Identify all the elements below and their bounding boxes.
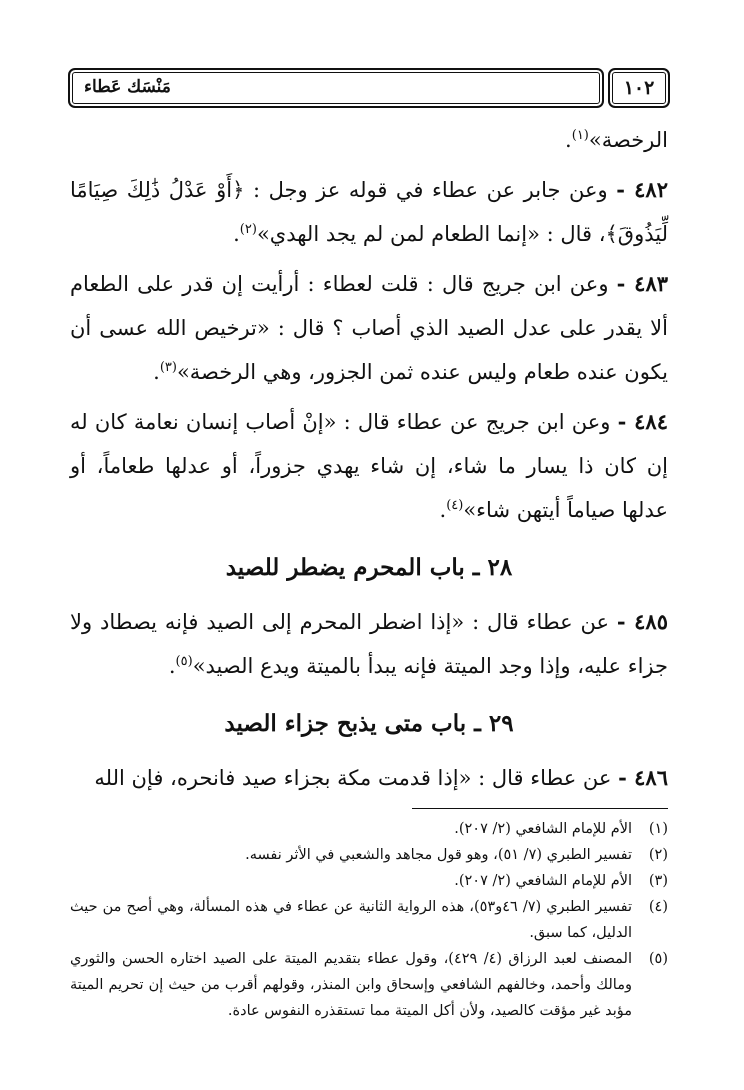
paragraph-486 [70,756,668,800]
paragraph-continuation [70,118,668,162]
running-title-box [68,68,604,108]
footnote-ref: (٣) [159,360,177,375]
paragraph-number: ٤٨٢ - [616,177,668,202]
page-number-box [608,68,670,108]
footnote [70,946,668,1024]
paragraph-tail: . [565,128,572,152]
footnote-number: (٤) [648,899,668,915]
footnote-number: (٥) [648,951,668,967]
footnote-number: (٣) [648,873,668,889]
footnote-ref: (٥) [175,654,193,669]
footnote-ref: (٢) [239,222,257,237]
running-title: مَنْسَك عَطاء [84,77,171,97]
paragraph-number: ٤٨٣ - [616,271,669,296]
paragraph-number: ٤٨٤ - [617,409,668,434]
paragraph-tail: . [153,360,160,384]
main-text [70,118,668,800]
paragraph-text: وعن جابر عن عطاء في قوله عز وجل : ﴿أَوْ عَدْلُ ذَٰلِكَ صِيَامًا لِّيَذُوقَ﴾، قال : «إنما الطعام لمن لم يجد الهدي» [70,178,668,246]
footnote-text: المصنف لعبد الرزاق (٤/ ٤٢٩)، وقول عطاء بتقديم الميتة على الصيد اختاره الحسن والثوري ومالك وأحمد، وخالفهم الشافعي وإسحاق وابن المنذر، وقولهم أقرب من حيث إن تحريم الميتة مؤبد غير مؤقت كالصيد، ولأن أكل الميتة مما تستقذره النفوس عادة. [70,951,632,1019]
paragraph-485 [70,600,668,688]
footnote-number: (٢) [648,847,668,863]
paragraph-text: عن عطاء قال : «إذا اضطر المحرم إلى الصيد فإنه يصطاد ولا جزاء عليه، وإذا وجد الميتة فإنه يبدأ بالميتة ويدع الصيد» [70,610,668,678]
paragraph-text: الرخصة» [588,128,668,152]
paragraph-tail: . [233,222,240,246]
footnotes [70,816,668,1024]
page-number: ١٠٢ [623,77,655,99]
chapter-heading-29: ٢٩ ـ باب متى يذبح جزاء الصيد [224,710,514,737]
paragraph-number: ٤٨٦ - [618,765,668,790]
paragraph-tail: . [168,654,176,678]
paragraph-482 [70,168,668,256]
paragraph-text: وعن ابن جريج عن عطاء قال : «إنْ أصاب إنسان نعامة كان له إن كان ذا يسار ما شاء، إن شاء يهدي جزوراً، أو عدلها طعاماً، أو عدلها صياماً أيتهن شاء» [70,410,668,522]
footnote-text: الأم للإمام الشافعي (٢/ ٢٠٧). [454,873,632,889]
footnote-text: تفسير الطبري (٧/ ٥١)، وهو قول مجاهد والشعبي في الأثر نفسه. [245,847,632,863]
footnote [70,894,668,946]
footnote-text: الأم للإمام الشافعي (٢/ ٢٠٧). [454,821,632,837]
footnote-text: تفسير الطبري (٧/ ٤٦و٥٣)، هذه الرواية الثانية عن عطاء في هذه المسألة، وهي أصح من حيث الدليل، كما سبق. [70,899,633,941]
paragraph-text: وعن ابن جريج قال : قلت لعطاء : أرأيت إن قدر على الطعام ألا يقدر على عدل الصيد الذي أصاب ؟ قال : «ترخيص الله عسى أن يكون عنده طعام وليس عنده ثمن الجزور، وهي الرخصة» [70,272,668,384]
paragraph-tail: . [439,498,447,522]
chapter-heading-28: ٢٨ ـ باب المحرم يضطر للصيد [225,554,513,581]
footnote-number: (١) [648,821,668,837]
footnote-ref: (٤) [446,498,464,513]
running-header [58,68,670,108]
footnote-separator [412,808,668,809]
paragraph-484 [70,400,668,532]
paragraph-text: عن عطاء قال : «إذا قدمت مكة بجزاء صيد فانحره، فإن الله [94,766,612,790]
paragraph-number: ٤٨٥ - [616,609,668,634]
footnote-ref: (١) [571,128,589,143]
footnote [70,868,668,894]
footnote [70,816,668,842]
footnote [70,842,668,868]
paragraph-483 [70,262,668,394]
